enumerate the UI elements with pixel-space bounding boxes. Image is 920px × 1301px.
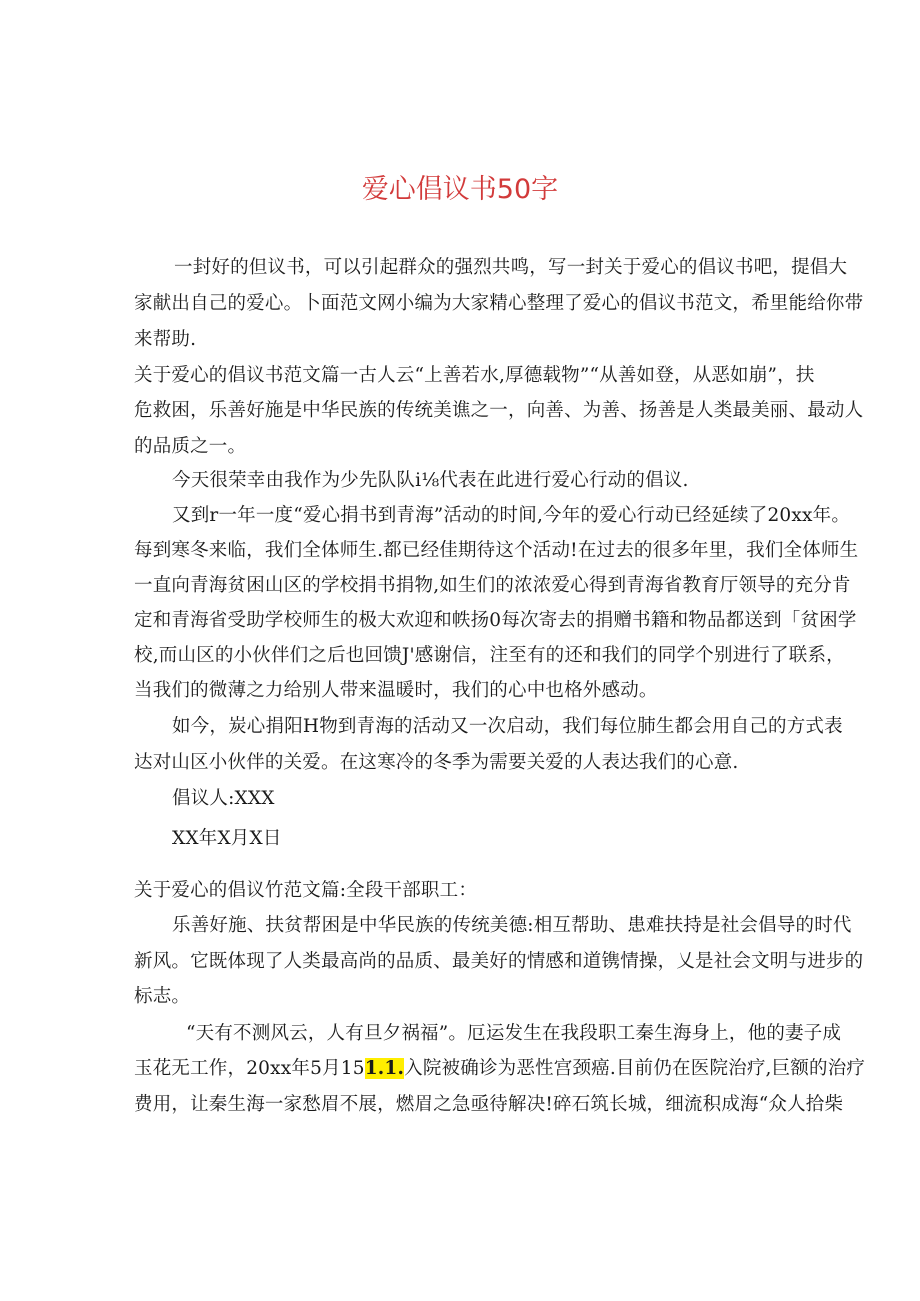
section-heading: 关于爱心的倡议竹范文篇:全段干部职工：: [134, 880, 478, 901]
text-line: 定和青海省受助学校师生的极大欢迎和帙扬0每次寄去的捐赠书籍和物品都送到「贫困学: [134, 610, 857, 631]
text-line: 费用，让秦生海一家愁眉不展，燃眉之急亟待解决!碎石筑长城，细流积成海“众人拾柴: [134, 1094, 844, 1115]
text-line: 达对山区小伙伴的关爱。在这寒冷的冬季为需要关爱的人表达我们的心意.: [134, 752, 739, 773]
text-line: 今天很荣幸由我作为少先队队i⅛代表在此进行爱心行动的倡议.: [172, 470, 689, 491]
text-line: 一直向青海贫困山区的学校捐书捐物,如生们的浓浓爱心得到青海省教育厅领导的充分肯: [134, 575, 851, 596]
text-line: 一封好的但议书，可以引起群众的强烈共鸣，写一封关于爱心的倡议书吧，提倡大: [174, 257, 848, 278]
date-line: XX年X月X日: [172, 828, 282, 849]
text-segment: 玉花无工作，20xx年5月15: [134, 1058, 365, 1079]
page-title: 爱心倡议书50字: [361, 174, 559, 205]
text-line: 又到r一年一度“爱心捐书到青海”活动的时间,今年的爱心行动已经延续了20xx年。: [172, 505, 851, 526]
text-line: 家献出自己的爱心。卜面范文网小编为大家精心整理了爱心的倡议书范文，希里能给你带: [134, 293, 864, 314]
text-line: 关于爱心的倡议书范文篇一古人云“上善若水,厚德载物”“从善如登，从恶如崩”，扶: [134, 365, 815, 386]
highlighted-text: 1.1.: [364, 1058, 405, 1079]
text-line: “天有不测风云，人有旦夕祸福”。厄运发生在我段职工秦生海身上，他的妻子成: [186, 1023, 842, 1044]
text-segment: 入院被确诊为恶性宫颈癌.目前仍在医院治疗,巨额的治疗: [404, 1058, 866, 1079]
text-line: 每到寒冬来临，我们全体师生.都已经佳期待这个活动!在过去的很多年里，我们全体师生: [134, 540, 859, 561]
text-line: 的品质之一。: [134, 436, 247, 457]
text-line: 当我们的微薄之力给别人带来温暖时，我们的心中也格外感动。: [134, 680, 658, 701]
text-line: [134, 1056, 865, 1082]
text-line: 如今，炭心捐阳H物到青海的活动又一次启动，我们每位肺生都会用自己的方式表: [172, 716, 843, 737]
text-line: 乐善好施、扶贫帮困是中华民族的传统美德:相互帮助、患难扶持是社会倡导的时代: [172, 915, 852, 936]
text-line: 来帮助.: [134, 329, 197, 350]
signature-line: 倡议人:XXX: [172, 788, 275, 809]
text-line: 危救困，乐善好施是中华民族的传统美谯之一，向善、为善、扬善是人类最美丽、最动人: [134, 400, 864, 421]
text-line: 校,而山区的小伙伴们之后也回馈J'感谢信，注至有的还和我们的同学个别进行了联系，: [134, 645, 845, 666]
text-line: 标志。: [134, 986, 191, 1007]
text-line: 新风。它既体现了人类最高尚的品质、最美好的情感和道镌情操，乂是社会文明与进步的: [134, 951, 864, 972]
